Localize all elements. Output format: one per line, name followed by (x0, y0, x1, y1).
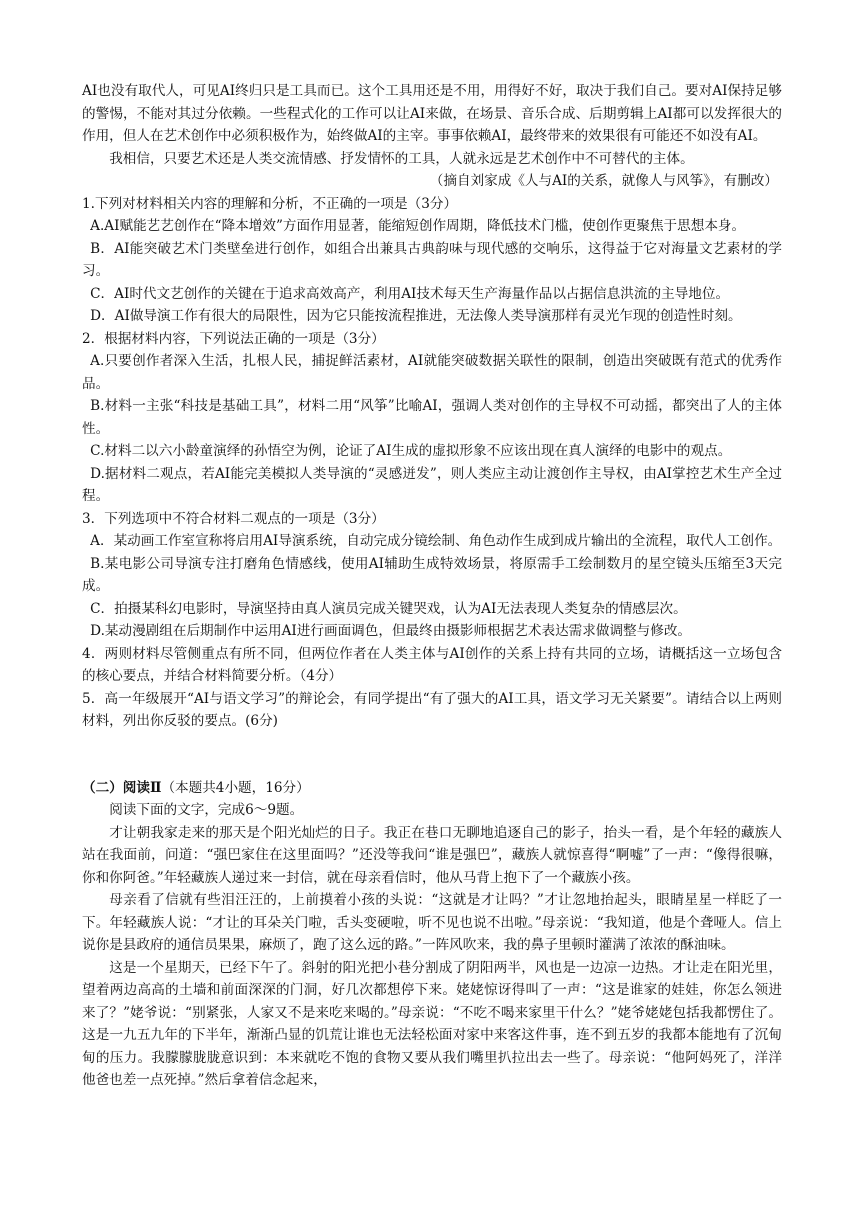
question-1-stem: 1.下列对材料相关内容的理解和分析，不正确的一项是（3分） (82, 195, 458, 212)
passage-source: （摘自刘家成《人与AI的关系，就像人与风筝》，有删改） (429, 173, 778, 189)
passage-paragraph: AI也没有取代人，可见AI终归只是工具而已。这个工具用还是不用，用得好不好，取决于我们自己。要对AI保持足够的警惕，不能对其过分依赖。一些程式化的工作可以让AI来做，在场景、音乐合成、后期剪辑上AI都可以发挥很大的作用，但人在艺术创作中必须积极作为，始终做AI的主宰。事事依赖AI，最终带来的效果很有可能还不如没有AI。 (82, 83, 782, 144)
question-2-option-b: B.材料一主张“科技是基础工具”，材料二用“风筝”比喻AI，强调人类对创作的主导权不可动摇，都突出了人的主体性。 (82, 398, 782, 437)
question-3-option-d: D.某动漫剧组在后期制作中运用AI进行画面调色，但最终由摄影师根据艺术表达需求做调整与修改。 (90, 623, 692, 639)
question-2-stem: 2．根据材料内容，下列说法正确的一项是（3分） (82, 330, 385, 347)
question-4: 4．两则材料尽管侧重点有所不同，但两位作者在人类主体与AI创作的关系上持有共同的立场，请概括这一立场包含的核心要点，并结合材料简要分析。（4分） (82, 645, 782, 684)
question-1-option-b: B．AI能突破艺术门类壁垒进行创作，如组合出兼具古典韵味与现代感的交响乐，这得益于它对海量文艺素材的学习。 (82, 240, 782, 279)
question-5: 5．高一年级展开“AI与语文学习”的辩论会，有同学提出“有了强大的AI工具，语文学习无关紧要”。请结合以上两则材料，列出你反驳的要点。(6分) (82, 690, 782, 729)
question-3-option-c: C．拍摄某科幻电影时，导演坚持由真人演员完成关键哭戏，认为AI无法表现人类复杂的情感层次。 (90, 600, 687, 617)
story-paragraph: 母亲看了信就有些泪汪汪的，上前摸着小孩的头说：“这就是才让吗？”才让忽地抬起头，眼睛星星一样眨了一下。年轻藏族人说：“才让的耳朵关门啦，舌头变硬啦，听不见也说不出啦。”母亲说：“我知道，他是个聋哑人。信上说你是县政府的通信员果果，麻烦了，跑了这么远的路。”一阵风吹来，我的鼻子里顿时灌满了浓浓的酥油味。 (82, 892, 782, 953)
section-2-note: （本题共4小题，16分） (161, 779, 310, 796)
question-2-option-a: A.只要创作者深入生活，扎根人民，捕捉鲜活素材，AI就能突破数据关联性的限制，创造出突破既有范式的优秀作品。 (82, 353, 782, 392)
question-1-option-d: D．AI做导演工作有很大的局限性，因为它只能按流程推进，无法像人类导演那样有灵光乍现的创造性时刻。 (90, 308, 742, 324)
story-paragraph: 才让朝我家走来的那天是个阳光灿烂的日子。我正在巷口无聊地追逐自己的影子，抬头一看，是个年轻的藏族人站在我面前，问道：“强巴家住在这里面吗？”还没等我问“谁是强巴”，藏族人就惊喜得“啊嘘”了一声：“像得很嘛，你和你阿爸。”年轻藏族人递过来一封信，就在母亲看信时，他从马背上抱下了一个藏族小孩。 (82, 824, 782, 886)
section-gap (82, 733, 782, 777)
story-paragraph: 这是一个星期天，已经下午了。斜射的阳光把小巷分割成了阴阳两半，风也是一边凉一边热。才让走在阳光里，望着两边高高的土墙和前面深深的门洞，好几次都想停下来。姥姥惊讶得叫了一声：“这是谁家的娃娃，你怎么领进来了？”姥爷说：“别紧张，人家又不是来吃来喝的。”母亲说：“不吃不喝来家里干什么？”姥爷姥姥包括我都愣住了。这是一九五九年的下半年，渐渐凸显的饥荒让谁也无法轻松面对家中来客这件事，连不到五岁的我都本能地有了沉甸甸的压力。我朦朦胧胧意识到：本来就吃不饱的食物又要从我们嘴里扒拉出去一些了。母亲说：“他阿妈死了，洋洋他爸也差一点死掉。”然后拿着信念起来， (82, 959, 782, 1088)
question-1-option-a: A.AI赋能艺艺创作在“降本增效”方面作用显著，能缩短创作周期，降低技术门槛，使创作更聚焦于思想本身。 (90, 218, 746, 234)
section-2-instruction: 阅读下面的文字，完成6～9题。 (109, 802, 304, 818)
passage-paragraph: 我相信，只要艺术还是人类交流情感、抒发情怀的工具，人就永远是艺术创作中不可替代的主体。 (109, 150, 694, 167)
section-2-header (82, 777, 782, 800)
question-3-option-a: A．某动画工作室宣称将启用AI导演系统，自动完成分镜绘制、角色动作生成到成片输出的全流程，取代人工创作。 (90, 533, 782, 549)
question-2-option-d: D.据材料二观点，若AI能完美模拟人类导演的“灵感迸发”，则人类应主动让渡创作主导权，由AI掌控艺术生产全过程。 (82, 465, 782, 504)
section-2-heading: （二）阅读Ⅱ (82, 779, 162, 796)
question-1-option-c: C．AI时代文艺创作的关键在于追求高效高产，利用AI技术每天生产海量作品以占据信息洪流的主导地位。 (90, 285, 730, 302)
question-2-option-c: C.材料二以六小龄童演绎的孙悟空为例，论证了AI生成的虚拟形象不应该出现在真人演绎的电影中的观点。 (90, 443, 732, 459)
question-3-option-b: B.某电影公司导演专注打磨角色情感线，使用AI辅助生成特效场景，将原需手工绘制数月的星空镜头压缩至3天完成。 (82, 555, 782, 594)
question-3-stem: 3．下列选项中不符合材料二观点的一项是（3分） (82, 510, 385, 527)
document-page (82, 80, 782, 1092)
